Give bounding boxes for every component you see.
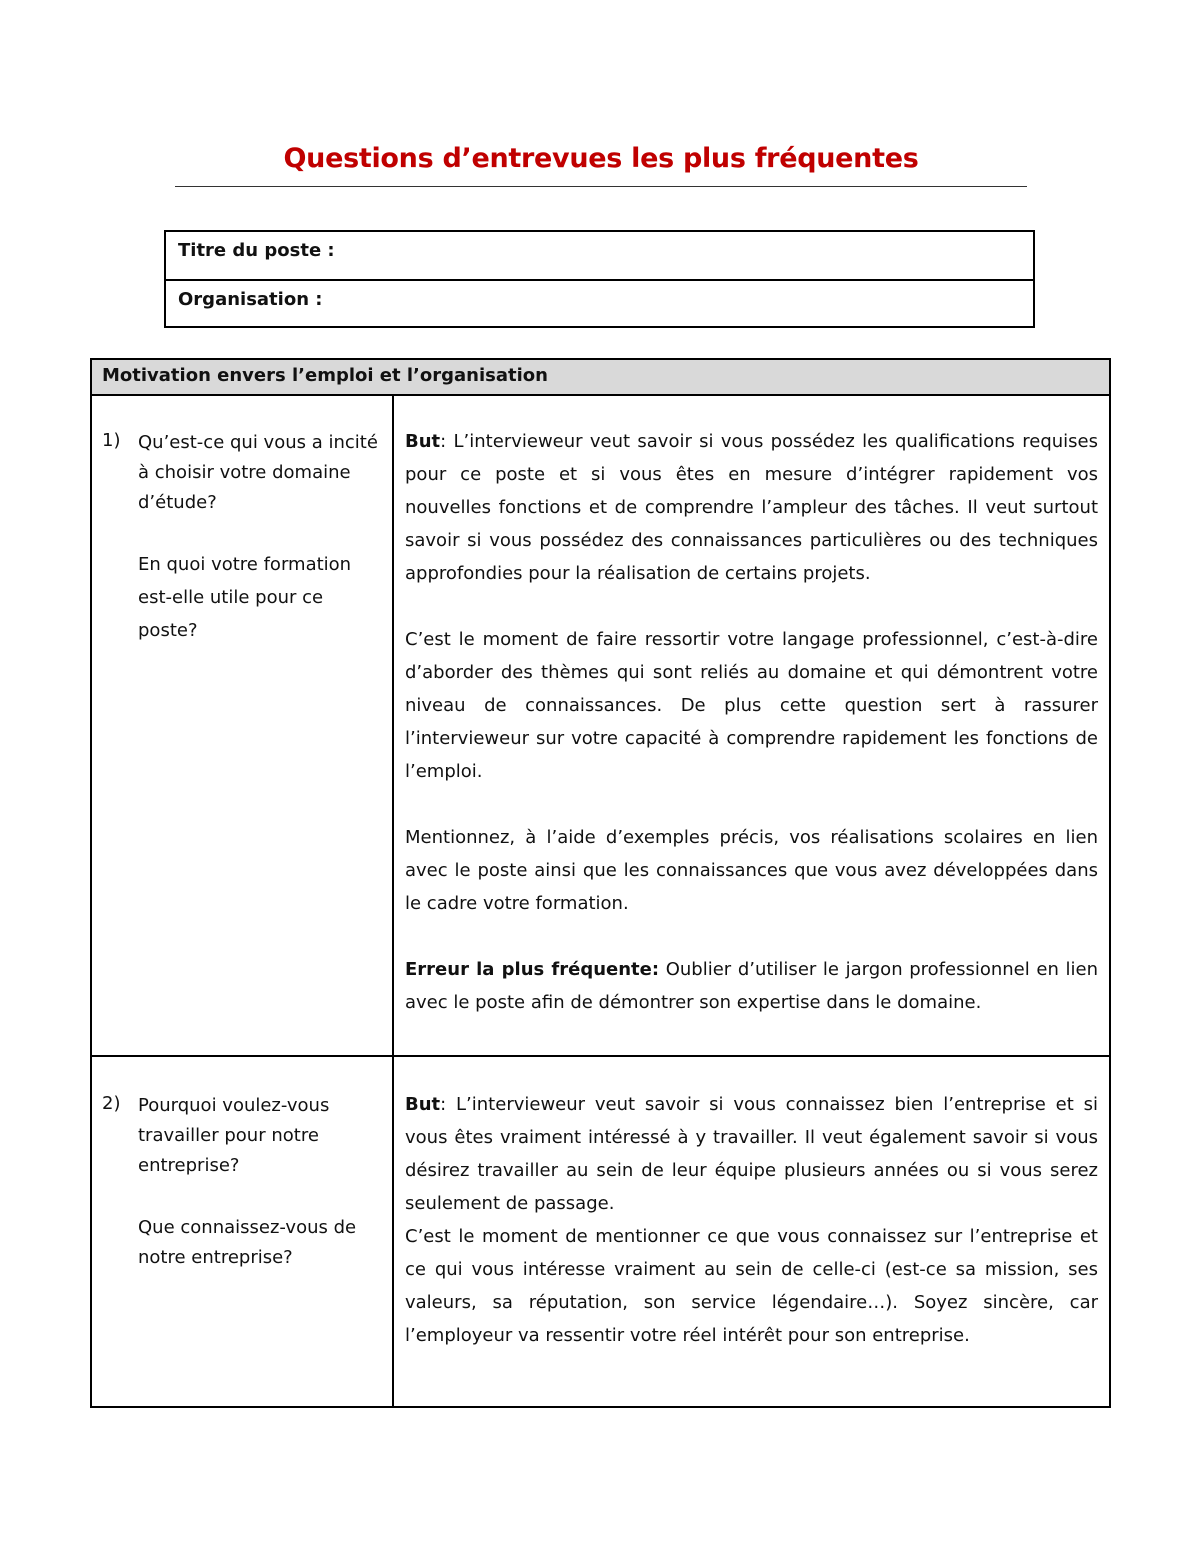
goal-text: : L’intervieweur veut savoir si vous connaissez bien l’entreprise et si vous êtes vraiment intéressé à y travailler. Il veut également savoir si vous désirez travailler au sein de leur équipe plusieurs années ou si vous serez seulement de passage. <box>405 1094 1098 1214</box>
error-label: Erreur la plus fréquente: <box>405 959 660 980</box>
goal-label: But <box>405 1094 441 1115</box>
question-text <box>138 1091 378 1273</box>
question-cell <box>92 396 394 1055</box>
question-number: 1) <box>102 430 121 451</box>
question-a: Qu’est-ce qui vous a incité à choisir votre domaine d’étude? <box>138 432 378 513</box>
question-cell <box>92 1057 394 1406</box>
job-title-label: Titre du poste : <box>178 240 335 261</box>
question-b: Que connaissez-vous de notre entreprise? <box>138 1217 357 1268</box>
answer-text <box>405 396 1098 1019</box>
job-info-box <box>164 230 1035 328</box>
goal-label: But <box>405 431 441 452</box>
error-paragraph <box>405 953 1098 1019</box>
answer-cell <box>394 396 1109 1055</box>
section-header: Motivation envers l’emploi et l’organisation <box>92 360 1109 396</box>
error-text: Oublier d’utiliser le jargon professionnel en lien avec le poste afin de démontrer son expertise dans le domaine. <box>405 959 1099 1013</box>
goal-paragraph <box>405 1088 1098 1220</box>
question-number: 2) <box>102 1093 121 1114</box>
goal-text: : L’intervieweur veut savoir si vous possédez les qualifications requises pour ce poste et si vous êtes en mesure d’intégrer rapidement vos nouvelles fonctions et de comprendre l’ampleur des tâches. Il veut surtout savoir si vous possédez des connaissances particulières ou des techniques approfondies pour la réalisation de certains projets. <box>405 431 1098 584</box>
answer-cell <box>394 1057 1109 1406</box>
title-underline <box>175 186 1027 187</box>
page-title: Questions d’entrevues les plus fréquentes <box>283 143 919 174</box>
answer-paragraph-2: C’est le moment de faire ressortir votre langage professionnel, c’est-à-dire d’aborder des thèmes qui sont reliés au domaine et qui démontrent votre niveau de connaissances. De plus cette question sert à rassurer l’intervieweur sur votre capacité à comprendre rapidement les fonctions de l’emploi. <box>405 629 1098 782</box>
answer-paragraph-3: Mentionnez, à l’aide d’exemples précis, vos réalisations scolaires en lien avec le poste ainsi que les connaissances que vous avez développées dans le cadre votre formation. <box>405 827 1098 914</box>
organisation-label: Organisation : <box>166 279 1033 326</box>
question-a: Pourquoi voulez-vous travailler pour notre entreprise? <box>138 1095 330 1176</box>
question-row <box>92 1057 1109 1406</box>
goal-paragraph <box>405 425 1098 590</box>
question-text <box>138 428 378 647</box>
question-b: En quoi votre formation est-elle utile pour ce poste? <box>138 554 352 641</box>
answer-text <box>405 1057 1098 1352</box>
questions-table <box>90 358 1111 1408</box>
question-row <box>92 396 1109 1057</box>
answer-paragraph-2: C’est le moment de mentionner ce que vous connaissez sur l’entreprise et ce qui vous intéresse vraiment au sein de celle-ci (est-ce sa mission, ses valeurs, sa réputation, son service légendaire…). Soyez sincère, car l’employeur va ressentir votre réel intérêt pour son entreprise. <box>405 1226 1098 1346</box>
